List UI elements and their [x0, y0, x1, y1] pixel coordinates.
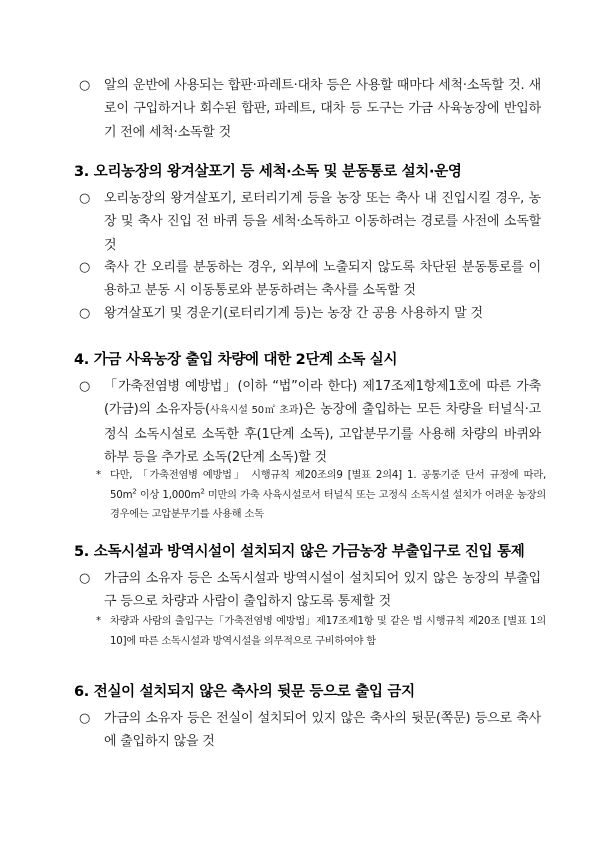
- list-item-text: 오리농장의 왕겨살포기, 로터리기계 등을 농장 또는 축사 내 진입시킬 경우, 농장 및 축사 진입 전 바퀴 등을 세척·소독하고 이동하려는 경로를 사전에 소독할 것: [104, 191, 541, 253]
- list-item-text: 축사 간 오리를 분동하는 경우, 외부에 노출되지 않도록 차단된 분동통로를 이용하고 분동 시 이동통로와 분동하려는 축사를 소독할 것: [104, 260, 541, 299]
- list-item-text-part: )은 농장에 출입하는 모든 차량을 터널식·고정식 소독시설로 소독한 후(1단계 소독), 고압분무기를 사용해 차량의 바퀴와 하부 등을 추가로 소독(2단계 소독)할 것: [104, 402, 542, 465]
- footnote-text: 차량과 사람의 출입구는「가축전염병 예방법」제17조제1항 및 같은 법 시행규칙 제20조 [별표 1의10]에 따른 소독시설과 방역시설을 의무적으로 구비하여야 함: [110, 616, 546, 647]
- footnote: [96, 612, 546, 651]
- circle-bullet-icon: ○: [79, 191, 91, 206]
- list-item: [79, 707, 541, 754]
- section-heading: 5. 소독시설과 방역시설이 설치되지 않은 가금농장 부출입구로 진입 통제: [74, 544, 525, 560]
- superscript: 2: [132, 487, 137, 496]
- list-item: [79, 74, 541, 144]
- circle-bullet-icon: ○: [79, 571, 91, 586]
- section-heading: 4. 가금 사육농장 출입 차량에 대한 2단계 소독 실시: [74, 352, 398, 368]
- footnote-text-part: 다만, 「가축전염병 예방법」 시행규칙 제20조의9 [별표 2의4] 1. 공통기준 단서 규정에 따라, 50m: [110, 470, 546, 501]
- section-heading: 3. 오리농장의 왕겨살포기 등 세척·소독 및 분동통로 설치·운영: [74, 164, 462, 180]
- list-item: [79, 375, 541, 469]
- superscript: 2: [200, 487, 205, 496]
- list-item-text: 알의 운반에 사용되는 합판·파레트·대차 등은 사용할 때마다 세척·소독할 것. 새로이 구입하거나 회수된 합판, 파레트, 대차 등 도구는 가금 사육농장에 반입하기 전에 세척·소독할 것: [104, 78, 541, 140]
- circle-bullet-icon: ○: [79, 260, 91, 275]
- footnote-text-part: 미만의 가축 사육시설로서 터널식 또는 고정식 소독시설 설치가 어려운 농장의 경우에는 고압분무기를 사용해 소독: [110, 489, 546, 520]
- circle-bullet-icon: ○: [79, 78, 91, 93]
- list-item-text: 가금의 소유자 등은 전실이 설치되어 있지 않은 축사의 뒷문(쪽문) 등으로 축사에 출입하지 않을 것: [104, 711, 541, 750]
- list-item-text-small: 사육시설 50㎡ 초과: [209, 405, 299, 417]
- section-heading: 6. 전실이 설치되지 않은 축사의 뒷문 등으로 출입 금지: [74, 684, 415, 700]
- circle-bullet-icon: ○: [79, 379, 91, 394]
- list-item: [79, 256, 541, 303]
- list-item: [79, 302, 541, 325]
- list-item: [79, 567, 541, 614]
- list-item: [79, 187, 541, 257]
- circle-bullet-icon: ○: [79, 711, 91, 726]
- asterisk-marker: *: [96, 616, 101, 627]
- footnote: [96, 466, 546, 525]
- circle-bullet-icon: ○: [79, 306, 91, 321]
- footnote-text: [96, 466, 546, 525]
- footnote-text-part: 이상 1,000m: [136, 489, 201, 501]
- list-item-text: 왕겨살포기 및 경운기(로터리기계 등)는 농장 간 공용 사용하지 말 것: [104, 306, 483, 321]
- list-item-text-part: 「가축전염병 예방법」(이하 “법”이라 한다) 제17조제1항제1호에 따른 가축(가금)의 소유자등(: [104, 379, 541, 418]
- asterisk-marker: *: [96, 470, 101, 481]
- list-item-text: 가금의 소유자 등은 소독시설과 방역시설이 설치되어 있지 않은 농장의 부출입구 등으로 차량과 사람이 출입하지 않도록 통제할 것: [104, 571, 541, 610]
- list-item-text: [79, 375, 541, 469]
